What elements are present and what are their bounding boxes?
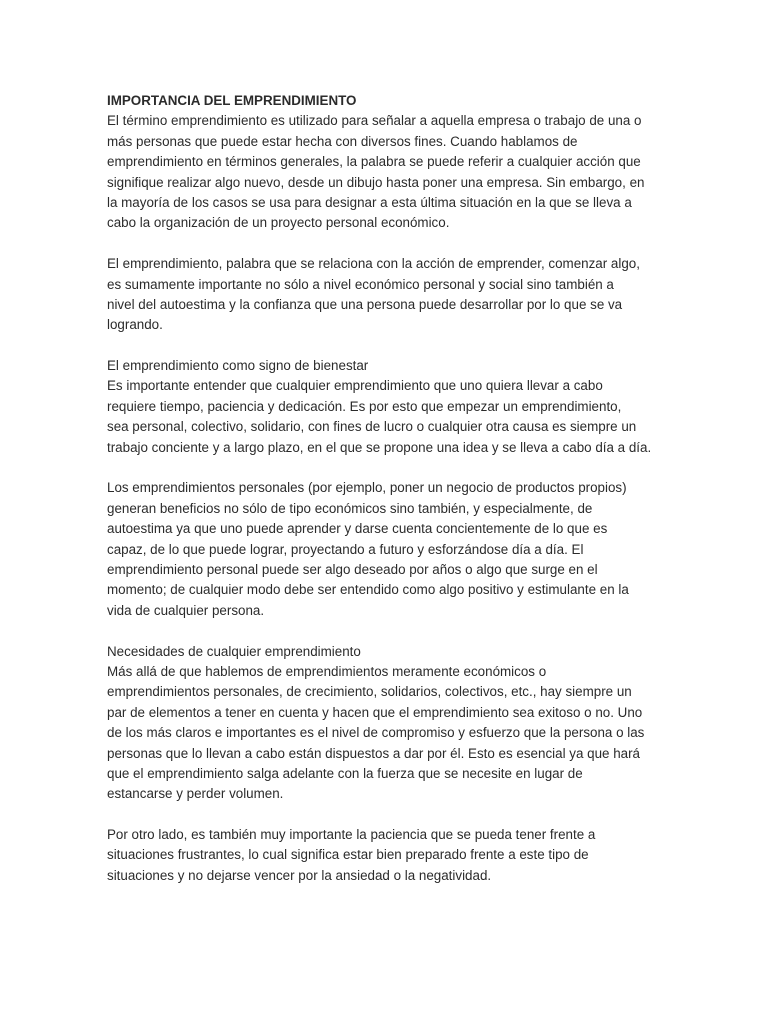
paragraph-spacer	[107, 458, 667, 478]
paragraph-line: Más allá de que hablemos de emprendimientos meramente económicos o	[107, 663, 547, 679]
paragraph-line: nivel del autoestima y la confianza que una persona puede desarrollar por lo que se va	[107, 296, 623, 312]
paragraph-spacer	[107, 805, 667, 825]
paragraph-line: sea personal, colectivo, solidario, con fines de lucro o cualquier otra causa es siempre un	[107, 419, 637, 435]
paragraph-line: requiere tiempo, paciencia y dedicación. Es por esto que empezar un emprendimiento,	[107, 398, 622, 414]
paragraph-line: situaciones y no dejarse vencer por la ansiedad o la negatividad.	[107, 867, 492, 883]
paragraph-spacer	[107, 234, 667, 254]
paragraph-line: momento; de cualquier modo debe ser entendido como algo positivo y estimulante en la	[107, 582, 629, 598]
paragraph-line: estancarse y perder volumen.	[107, 786, 284, 802]
document-page	[107, 91, 667, 886]
paragraph-line: capaz, de lo que puede lograr, proyectando a futuro y esforzándose día a día. El	[107, 541, 584, 557]
paragraph-line: El emprendimiento, palabra que se relaciona con la acción de emprender, comenzar algo,	[107, 256, 640, 272]
paragraph-5	[107, 662, 667, 805]
paragraph-line: Por otro lado, es también muy importante la paciencia que se pueda tener frente a	[107, 827, 596, 843]
paragraph-1	[107, 111, 667, 233]
paragraph-line: emprendimiento en términos generales, la palabra se puede referir a cualquier acción que	[107, 154, 641, 170]
paragraph-line: logrando.	[107, 317, 163, 333]
paragraph-4	[107, 478, 667, 621]
paragraph-line: El término emprendimiento es utilizado para señalar a aquella empresa o trabajo de una o	[107, 113, 642, 129]
paragraph-line: de los más claros e importantes es el nivel de compromiso y esfuerzo que la persona o las	[107, 725, 645, 741]
paragraph-line: Es importante entender que cualquier emprendimiento que uno quiera llevar a cabo	[107, 378, 603, 394]
paragraph-line: es sumamente importante no sólo a nivel económico personal y social sino también a	[107, 276, 614, 292]
paragraph-line: más personas que puede estar hecha con diversos fines. Cuando hablamos de	[107, 133, 578, 149]
paragraph-2	[107, 254, 667, 336]
paragraph-line: generan beneficios no sólo de tipo económicos sino también, y especialmente, de	[107, 500, 593, 516]
section-heading-bienestar: El emprendimiento como signo de bienestar	[107, 358, 369, 374]
paragraph-line: cabo la organización de un proyecto personal económico.	[107, 215, 450, 231]
paragraph-spacer	[107, 336, 667, 356]
paragraph-line: vida de cualquier persona.	[107, 602, 265, 618]
paragraph-line: Los emprendimientos personales (por ejemplo, poner un negocio de productos propios)	[107, 480, 627, 496]
paragraph-line: la mayoría de los casos se usa para designar a esta última situación en la que se lleva a	[107, 194, 632, 210]
paragraph-6	[107, 825, 667, 886]
paragraph-line: personas que lo llevan a cabo están dispuestos a dar por él. Esto es esencial ya que hará	[107, 745, 640, 761]
document-title: IMPORTANCIA DEL EMPRENDIMIENTO	[107, 93, 357, 108]
paragraph-line: autoestima ya que uno puede aprender y darse cuenta concientemente de lo que es	[107, 521, 608, 537]
paragraph-line: situaciones frustrantes, lo cual significa estar bien preparado frente a este tipo de	[107, 847, 589, 863]
paragraph-line: que el emprendimiento salga adelante con la fuerza que se necesite en lugar de	[107, 765, 583, 781]
paragraph-line: par de elementos a tener en cuenta y hacen que el emprendimiento sea exitoso o no. Uno	[107, 704, 643, 720]
paragraph-line: emprendimientos personales, de crecimiento, solidarios, colectivos, etc., hay siempre un	[107, 684, 632, 700]
paragraph-line: signifique realizar algo nuevo, desde un dibujo hasta poner una empresa. Sin embargo, en	[107, 174, 645, 190]
paragraph-line: trabajo conciente y a largo plazo, en el que se propone una idea y se lleva a cabo día a día.	[107, 439, 652, 455]
paragraph-spacer	[107, 621, 667, 641]
section-heading-necesidades: Necesidades de cualquier emprendimiento	[107, 643, 361, 659]
paragraph-3	[107, 376, 667, 458]
paragraph-line: emprendimiento personal puede ser algo deseado por años o algo que surge en el	[107, 561, 598, 577]
